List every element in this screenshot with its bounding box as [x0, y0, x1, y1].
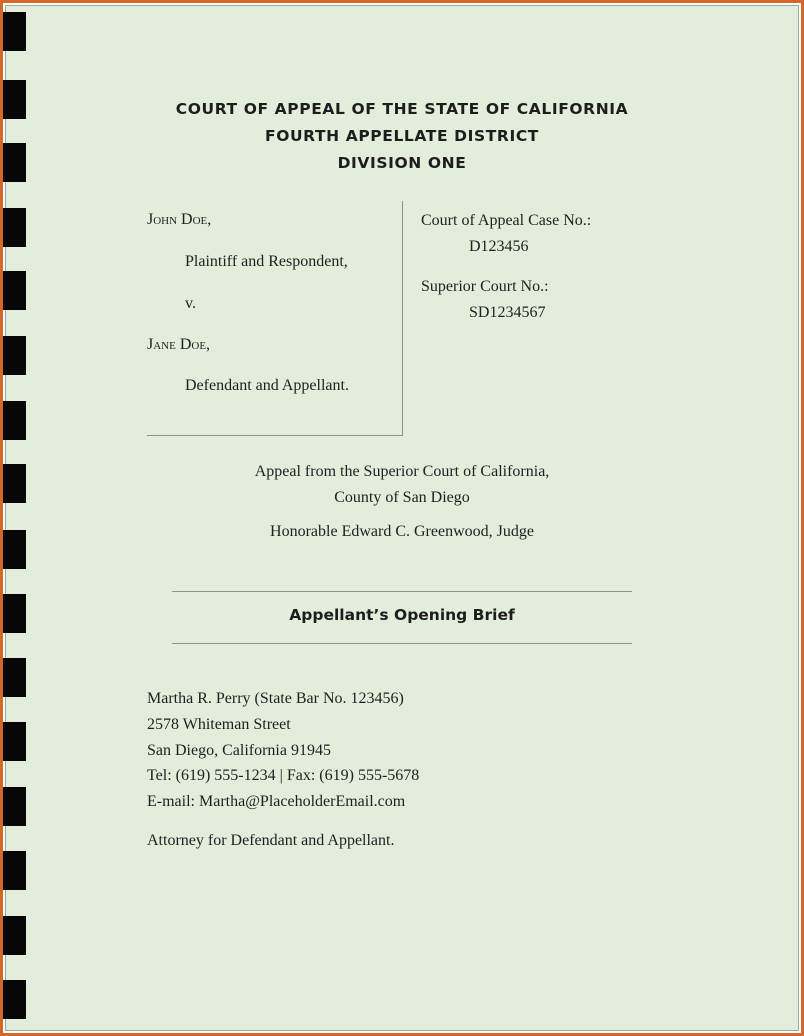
attorney-email: E-mail: Martha@PlaceholderEmail.com — [147, 793, 406, 810]
binding-hole — [3, 12, 26, 51]
judge-line: Honorable Edward C. Greenwood, Judge — [270, 523, 534, 540]
caption-divider-horizontal — [147, 435, 403, 436]
attorney-street: 2578 Whiteman Street — [147, 716, 291, 733]
binding-hole — [3, 980, 26, 1019]
binding-hole — [3, 722, 26, 761]
county-line: County of San Diego — [334, 489, 470, 506]
binding-hole — [3, 787, 26, 826]
court-name: COURT OF APPEAL OF THE STATE OF CALIFORNIA — [175, 100, 629, 118]
title-rule-bottom — [172, 643, 632, 644]
binding-hole — [3, 658, 26, 697]
appeal-case-label: Court of Appeal Case No.: — [421, 212, 592, 229]
district-name: FOURTH APPELLATE DISTRICT — [265, 127, 539, 145]
superior-court-number: SD1234567 — [469, 304, 546, 321]
caption-divider-vertical — [402, 201, 403, 436]
defendant-name: Jane Doe, — [147, 336, 211, 353]
binding-hole — [3, 401, 26, 440]
attorney-city: San Diego, California 91945 — [147, 742, 331, 759]
plaintiff-name: John Doe, — [147, 211, 212, 228]
attorney-role: Attorney for Defendant and Appellant. — [147, 832, 395, 849]
title-rule-top — [172, 591, 632, 592]
appeal-from-line: Appeal from the Superior Court of California, — [254, 463, 550, 480]
brief-title: Appellant’s Opening Brief — [289, 606, 515, 624]
division-name: DIVISION ONE — [337, 154, 467, 172]
binding-hole — [3, 336, 26, 375]
attorney-phone-fax: Tel: (619) 555-1234 | Fax: (619) 555-5678 — [147, 767, 420, 784]
binding-hole — [3, 271, 26, 310]
binding-hole — [3, 916, 26, 955]
superior-court-label: Superior Court No.: — [421, 278, 549, 295]
appeal-case-number: D123456 — [469, 238, 529, 255]
defendant-role: Defendant and Appellant. — [185, 377, 349, 394]
attorney-name: Martha R. Perry (State Bar No. 123456) — [147, 690, 404, 707]
versus: v. — [185, 295, 196, 312]
plaintiff-role: Plaintiff and Respondent, — [185, 253, 348, 270]
binding-hole — [3, 208, 26, 247]
binding-hole — [3, 851, 26, 890]
